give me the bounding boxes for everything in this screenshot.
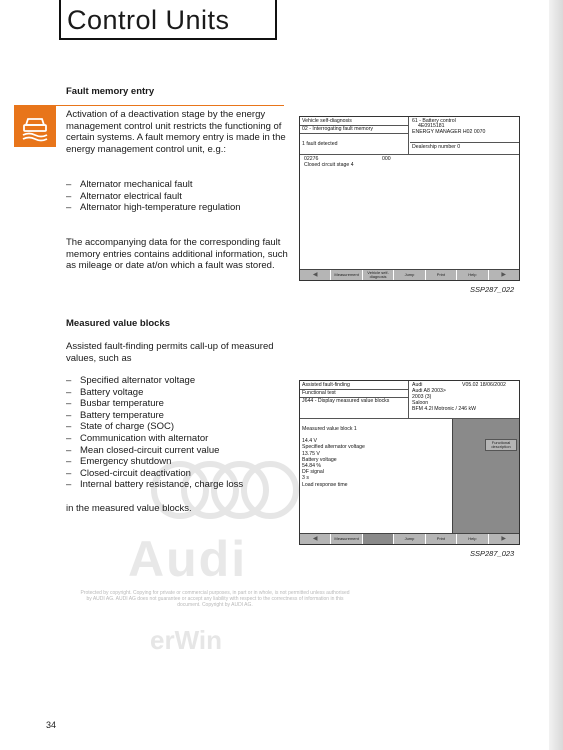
fault-list: [66, 179, 306, 214]
screen-text: J644 - Display measured value blocks: [302, 398, 390, 404]
screen-text: V05.02 18/06/2002: [462, 382, 506, 388]
list-item: – Alternator mechanical fault: [66, 179, 193, 190]
help-button[interactable]: Help: [457, 534, 488, 544]
warning-road-icon: [14, 105, 56, 147]
screen-button-bar: [300, 269, 519, 280]
fault-paragraph-2: The accompanying data for the corresponding fault memory entries contains additional information, such as mileage or date at/on which a fault was stored.: [66, 237, 288, 272]
measured-paragraph-1: Assisted fault-finding permits call-up of measured values, such as: [66, 341, 274, 364]
jump-button[interactable]: Jump: [394, 270, 425, 280]
screen-text: 3 s: [302, 475, 309, 482]
back-arrow-button[interactable]: ◀: [300, 270, 331, 280]
list-item: – Alternator electrical fault: [66, 190, 182, 202]
screen-text: 54.84 %: [302, 463, 322, 470]
page-title: Control Units: [67, 5, 230, 35]
screen-text: 1 fault detected: [302, 141, 338, 147]
screen-text: BFM 4.2l Motronic / 246 kW: [412, 406, 476, 412]
list-item: – State of charge (SOC): [66, 421, 174, 433]
screen-text: Vehicle self-diagnosis: [300, 117, 408, 126]
fault-code-value: 000: [382, 156, 391, 162]
measured-heading: Measured value blocks: [66, 318, 171, 329]
screen-text: Load response time: [302, 481, 348, 488]
screen-text: DF signal: [302, 469, 324, 476]
page-edge-shade: [549, 0, 563, 750]
list-item: – Mean closed-circuit current value: [66, 444, 220, 456]
self-diagnosis-button[interactable]: Vehicle self-diagnosis: [363, 270, 394, 280]
screen-text: 02 - Interrogating fault memory: [300, 125, 408, 134]
list-item: – Communication with alternator: [66, 432, 209, 444]
help-button[interactable]: Help: [457, 270, 488, 280]
screen-text: 14.4 V: [302, 438, 317, 445]
fault-code: 02276: [304, 156, 319, 162]
list-item: – Battery voltage: [66, 386, 144, 398]
back-arrow-button[interactable]: ◀: [300, 534, 331, 544]
screen-text: Specified alternator voltage: [302, 444, 365, 451]
list-item: – Battery temperature: [66, 409, 164, 421]
forward-arrow-button[interactable]: ▶: [501, 535, 507, 542]
diagnosis-screen-2: [299, 380, 520, 545]
screen-text: 13.75 V: [302, 450, 320, 457]
list-item: – Emergency shutdown: [66, 456, 172, 468]
print-button[interactable]: Print: [426, 270, 457, 280]
screen-text: ENERGY MANAGER H02 0070: [412, 129, 486, 135]
screen-text: Functional test: [300, 389, 408, 398]
measurement-button[interactable]: Measurement: [331, 270, 362, 280]
screen-text: Dealership number 0: [410, 142, 519, 151]
measured-paragraph-2: in the measured value blocks.: [66, 503, 192, 514]
jump-button[interactable]: Jump: [394, 534, 425, 544]
list-item: – Internal battery resistance, charge loss: [66, 479, 244, 491]
list-item: – Specified alternator voltage: [66, 375, 196, 386]
forward-arrow-button[interactable]: ▶: [501, 271, 507, 278]
title-box: [59, 0, 277, 40]
screen-text: Saloon: [412, 400, 429, 406]
screen-text: Audi: [412, 382, 423, 388]
measured-list: [66, 375, 306, 491]
screen-text: Battery voltage: [302, 456, 337, 463]
list-item: – Alternator high-temperature regulation: [66, 202, 241, 214]
screen-text: 61 - Battery control: [412, 118, 456, 124]
screen-button-bar: [300, 533, 519, 544]
fault-text: Closed circuit stage 4: [304, 162, 354, 168]
fault-heading: Fault memory entry: [66, 86, 155, 97]
side-panel: [452, 419, 519, 533]
page-number: 34: [46, 720, 57, 730]
list-item: – Busbar temperature: [66, 398, 164, 410]
erwin-watermark: erWin: [150, 625, 222, 655]
print-button[interactable]: Print: [426, 534, 457, 544]
measurement-button[interactable]: Measurement: [331, 534, 362, 544]
diagnosis-screen-1: [299, 116, 520, 281]
fault-paragraph-1: Activation of a deactivation stage by the energy management control unit restricts the functioning of certain systems. A fault memory entry is made in the energy management control unit, e.g.:: [66, 109, 286, 155]
screen-text: Audi A8 2003>: [412, 388, 446, 394]
screen-text: Measured value block 1: [302, 426, 357, 432]
screen-text: Assisted fault-finding: [300, 381, 408, 390]
screen-text: 4E0915181: [418, 123, 445, 129]
audi-wordmark-watermark: Audi: [128, 531, 248, 587]
measured-value-block: [302, 426, 450, 488]
screen-text: 2003 (3): [412, 394, 432, 400]
caption-1: SSP287_022: [470, 285, 515, 294]
copyright-watermark: Protected by copyright. Copying for private or commercial purposes, in part or in whole, is not permitted unless authorised by AUDI AG. AUDI AG does not guarantee or accept any liability with respect to the correctness of information in this document. Copyright by AUDI AG.: [80, 590, 350, 608]
caption-2: SSP287_023: [470, 549, 515, 558]
list-item: – Closed-circuit deactivation: [66, 467, 191, 479]
blank-button[interactable]: [363, 534, 394, 544]
functional-description-button[interactable]: Functional description: [485, 439, 517, 451]
